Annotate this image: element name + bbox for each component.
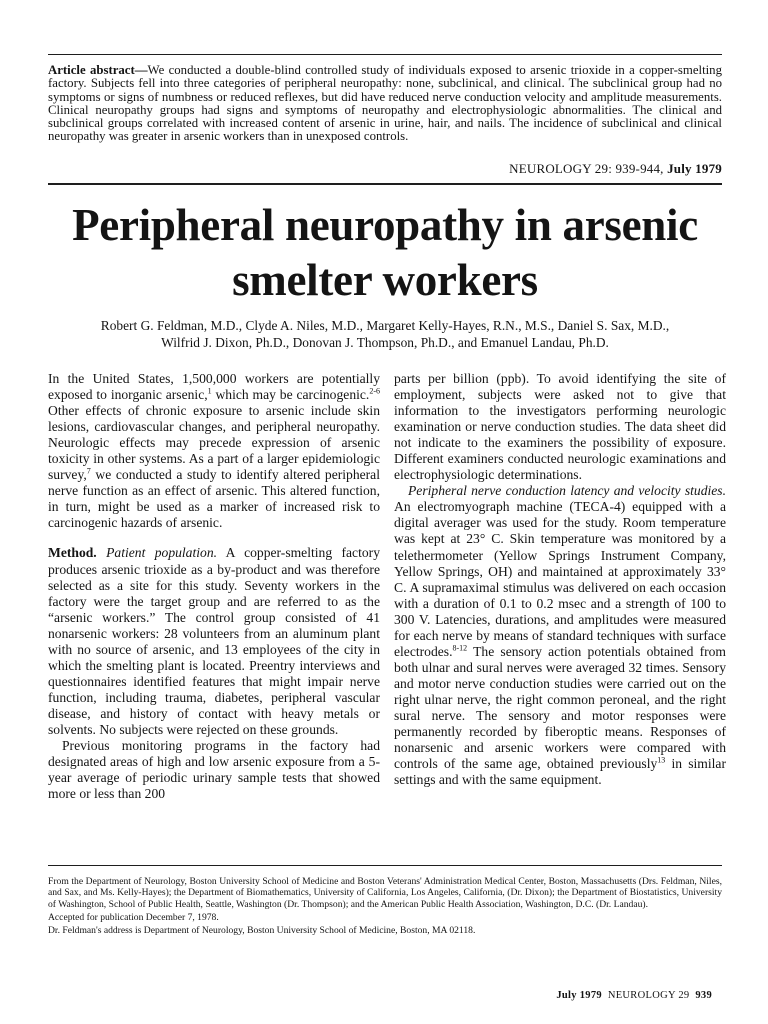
footnotes [48,876,722,938]
conduction-text-c: in similar settings and with the same equipment. [394,756,726,788]
ref-sup: 13 [657,755,666,765]
intro-text-d: we conducted a study to identify altered peripheral nerve function as an effect of arsenic. This altered function, in turn, might be used as a marker of increased risk to carcinogenic hazards of arsenic. [48,467,380,531]
left-column [48,371,380,802]
conduction-text-b: The sensory action potentials obtained from both ulnar and sural nerves were averaged 32 times. Sensory and motor nerve conduction studies were carried out on the right ulnar nerve, the right common peroneal, and the right sural nerve. The sensory and motor responses were permanently recorded by fiberoptic means. Responses of nonarsenic and arsenic workers were compared with controls of the same age, obtained previously [394,643,726,772]
citation-date: July 1979 [667,161,722,176]
intro-text-a: In the United States, 1,500,000 workers are potentially exposed to inorganic arsenic, [48,371,380,403]
accepted-note: Accepted for publication December 7, 1978. [48,911,219,923]
title-line-1: Peripheral neuropathy in arsenic [72,200,698,250]
page-footer [556,990,712,1001]
method-text: A copper-smelting factory produces arsenic trioxide as a by-product and was therefore selected as a site for this study. Seventy workers in the factory were the target group and are referred to as the “arsenic workers.” The control group consisted of 41 nonarsenic workers: 28 volunteers from an aluminum plant with no source of arsenic, and 13 employees of the city in which the smelting plant is located. Preentry interviews and questionnaires identified features that might impair nerve function, including trauma, diabetes, peripheral vascular disease, and history of contact with heavy metals or solvents. No subjects were rejected on these grounds. [48,545,380,737]
footer-journal: NEUROLOGY 29 [607,990,690,1001]
ref-sup: 1 [207,386,212,396]
conduction-text-a: An electromyograph machine (TECA-4) equipped with a digital averager was used for the study. Room temperature was kept at 23° C. Skin temperature was monitored by a telethermometer (Yellow Springs Instrument Company, Yellow Springs, OH) and maintained at approximately 33° C. A supramaximal stimulus was delivered on each occasion with a duration of 0.1 to 0.2 msec and a strength of 100 to 300 V. Latencies, durations, and amplitudes were measured for each nerve by means of standard techniques with surface electrodes. [394,499,726,659]
page-number: 939 [695,990,712,1001]
patient-population-subheading: Patient population. [106,545,218,561]
footer-date: July 1979 [556,990,602,1001]
footnote-rule [48,865,722,866]
conduction-paragraph [394,483,726,788]
monitoring-paragraph: Previous monitoring programs in the factory had designated areas of high and low arsenic exposure from a 5-year average of periodic urinary sample tests that showed more or less than 200 [48,738,380,802]
ppb-paragraph: parts per billion (ppb). To avoid identifying the site of employment, subjects were asked not to give that information to the investigators performing neurologic examination or nerve conduction studies. The data sheet did not indicate to the examiners the possibility of exposure. Different examiners conducted neurologic examinations and electrophysiologic determinations. [394,371,726,483]
method-heading: Method. [48,545,97,561]
conduction-subheading: Peripheral nerve conduction latency and velocity studies. [408,483,726,499]
ref-sup: 2-6 [369,386,380,396]
top-rule [48,54,722,55]
authors-line-2: Wilfrid J. Dixon, Ph.D., Donovan J. Thompson, Ph.D., and Emanuel Landau, Ph.D. [161,335,609,350]
intro-paragraph [48,371,380,531]
article-abstract [48,64,722,144]
citation-journal: NEUROLOGY 29: 939-944, [509,161,668,176]
abstract-text: We conducted a double-blind controlled study of individuals exposed to arsenic trioxide in a copper-smelting factory. Subjects fell into three categories of peripheral neuropathy: none, subclinical, and clinical. The subclinical group had no symptoms or signs of numbness or reduced reflexes, but did have reduced nerve conduction velocity and amplitude measurements. Clinical neuropathy groups had signs and symptoms of neuropathy and electrophysiologic abnormalities. The clinical and subclinical groups correlated with increased content of arsenic in urine, hair, and nails. The incidence of subclinical and clinical neuropathy was greater in arsenic workers than in unexposed controls. [48,63,722,144]
abstract-rule [48,183,722,185]
method-paragraph [48,545,380,738]
authors-line-1: Robert G. Feldman, M.D., Clyde A. Niles, M.D., Margaret Kelly-Hayes, R.N., M.S., Daniel S. Sax, M.D., [100,318,670,333]
affiliation-note: From the Department of Neurology, Boston University School of Medicine and Boston Veterans' Administration Medical Center, Boston, Massachusetts (Drs. Feldman, Niles, and Sax, and Ms. Kelly-Hayes); the Department of Biomathematics, University of California, Los Angeles, California, (Dr. Dixon); the Department of Biostatistics, University of Washington, School of Public Health, Seattle, Washington (Dr. Thompson); and the American Public Health Association, Washington, D.C. (Dr. Landau). [48,876,722,910]
citation [509,161,722,177]
ref-sup: 8-12 [452,643,468,653]
ref-sup: 7 [86,466,91,476]
title-line-2: smelter workers [232,255,538,305]
right-column [394,371,726,788]
abstract-label: Article abstract— [48,63,148,77]
article-title [40,198,730,308]
intro-text-c: Other effects of chronic exposure to arsenic include skin lesions, cardiovascular changes, and peripheral neuropathy. Neurologic effects may precede expression of arsenic toxicity in other systems. As a part of a larger epidemiologic survey, [48,403,380,483]
address-note: Dr. Feldman's address is Department of Neurology, Boston University School of Medicine, Boston, MA 02118. [48,924,476,936]
author-list [40,317,730,351]
intro-text-b: which may be carcinogenic. [211,387,370,403]
